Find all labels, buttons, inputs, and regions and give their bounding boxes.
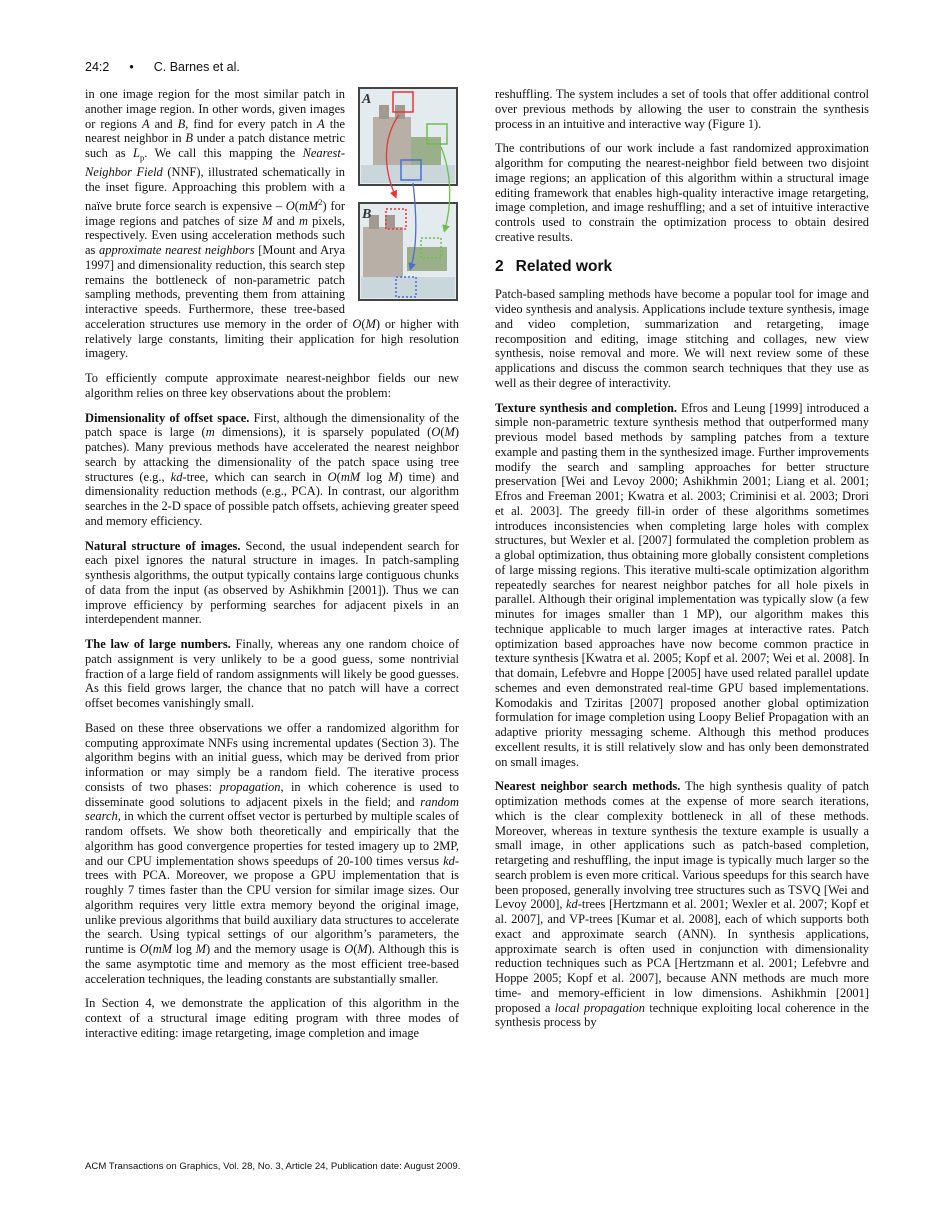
text-run: ) and the memory usage is [205,942,345,957]
text-run: L [133,146,140,160]
text-run: [Mount and Arya 1997] and dimensionality reduction, this search step remains the bottleneck of non-parametric patch sampling methods, preventing them from attaining interactive speeds. Furthermore, these tree-based acceleration structures use memory in the order of [85,243,353,331]
text-run: m [298,213,308,228]
section-title: Related work [515,257,613,275]
running-header [85,60,240,74]
text-run: 2 [318,196,323,207]
text-run: ) or higher with relatively large constants, limiting their application for high resolution imagery. [85,316,460,361]
text-run: p [139,152,145,163]
paragraph [85,637,459,711]
text-run: random search [85,794,459,824]
text-run: ) patches). Many previous methods have accelerated the nearest neighbor search by attacking the dimensionality of the patch space using tree structures (e.g., [85,425,459,484]
paragraph-run-in-heading: Dimensionality of offset space. [85,410,250,425]
text-run: ( [361,316,366,331]
text-run: Second, the usual independent search for each pixel ignores the natural structure in images. In patch-sampling synthesis algorithms, the output typically contains large contiguous chunks of data from the input (as observed by Ashikhmin [2001]). Thus we can improve efficiency by performing searches for adjacent pixels in an interdependent manner. [85,538,459,627]
text-run: propagation [219,779,281,794]
paragraph [85,371,459,401]
paragraph [495,779,869,1030]
text-run: In Section 4, we demonstrate the application of this algorithm in the context of a structural image editing program with three modes of interactive editing: image retargeting, image completion and image [85,996,459,1040]
text-run: M [357,942,368,957]
text-run: . We call this mapping the [144,146,303,160]
text-run: , find for every patch in [185,116,318,131]
paragraph-run-in-heading: Nearest neighbor search methods. [495,779,681,794]
text-run: kd [170,469,183,484]
text-run: B [177,116,186,131]
text-run: dimensions), it is sparsely populated ( [214,425,432,440]
svg-text:A: A [362,92,372,107]
text-run: Based on these three observations we offer a randomized algorithm for computing approximate NNFs using incremental updates (Section 3). The algorithm begins with an initial guess, which may be derived from prior information or may simply be a random field. The iterative process consists of two phases: [85,720,459,794]
text-run: The high synthesis quality of patch optimization methods comes at the expense of more search iterations, which is the clear complexity bottleneck in all of these methods. Moreover, whereas in texture synthesis the texture example is usually a small image, in other applications such as patch-based completion, retargeting and reshuffling, the input image is typically much larger so the search problem is even more critical. Various speedups for this search have been proposed, generally involving tree structures such as TSVQ [Wei and Levoy 2000], [495,779,869,912]
text-run: Patch-based sampling methods have become a popular tool for image and video synthesis and analysis. Applications include texture synthesis, image and video completion, summarization and retargeting, image recomposition and editing, image stitching and collages, new view synthesis, noise removal and more. We will next review some of these applications and discuss the common search techniques that they use as well as their degree of interactivity. [495,287,869,390]
text-run: m [205,425,215,440]
text-run: O [344,942,354,957]
text-run: -trees [Hertzmann et al. 2001; Wexler et al. 2007; Kopf et al. 2007], and VP-trees [Kumar et al. 2008], each of which supports both exact and approximate search (ANN). In synthesis applications, approximate search is often used in conjunction with dimensionality reduction techniques such as PCA [Hertzmann et al. 2001; Lefebvre and Hoppe 2005; Kopf et al. 2007], because ANN methods are much more time- and memory-efficient in low dimensions. Ashikhmin [2001] proposed a [495,897,869,1015]
text-run: log [172,942,196,957]
header-authors: C. Barnes et al. [153,60,240,74]
text-run: log [360,469,389,484]
text-run: First, although the dimensionality of the patch space is large ( [85,410,459,440]
text-run: ( [294,198,299,213]
svg-text:B: B [362,207,372,222]
text-run: approximate nearest neighbors [99,243,255,258]
text-run: kd [566,897,578,912]
text-run: pixels, respectively. Even using acceleration methods such as [85,213,345,258]
text-run: ). Although this is the same asymptotic time and memory as the most efficient tree-based acceleration techniques, the leading constants are substantially smaller. [85,942,459,986]
text-run: under a patch distance metric such as [85,131,345,160]
left-column [85,87,459,1051]
section-heading [495,257,869,275]
text-run: mM [340,469,361,484]
text-run: -trees with PCA. Moreover, we propose a GPU implementation that is roughly 7 times faster than the CPU version for similar image sizes. Our algorithm requires very little extra memory beyond the original image, unlike previous algorithms that build auxiliary data structures to accelerate the search. Using typical settings of our algorithm’s parameters, the runtime is [85,853,459,957]
text-run: To efficiently compute approximate nearest-neighbor fields our new algorithm relies on three key observations about the problem: [85,371,459,400]
text-run: ( [336,469,341,484]
section-number: 2 [495,257,504,275]
text-run: mM [152,942,173,957]
text-run: A [317,116,325,131]
page-footer: ACM Transactions on Graphics, Vol. 28, No. 3, Article 24, Publication date: August 2009. [85,1161,461,1172]
image-b-panel [359,203,457,300]
text-run: Nearest-Neighbor Field [85,146,345,180]
paragraph [495,87,869,131]
text-run: in one image region for the most similar patch in another image region. In other words, given images or regions [85,87,345,131]
text-run: ( [353,942,358,957]
text-run: and [272,213,299,228]
paragraph [85,411,459,529]
text-run: B [185,131,193,146]
header-bullet: • [129,60,134,74]
text-run: ( [440,425,445,440]
paragraph [495,141,869,244]
text-run: local propagation [554,1000,645,1015]
text-run: ( [148,942,153,957]
text-run: kd [443,853,455,868]
text-run: A [142,116,150,131]
paragraph-run-in-heading: Texture synthesis and completion. [495,400,678,415]
right-column [495,87,869,1040]
right-paragraphs-bottom [495,287,869,1030]
text-run: technique exploiting local coherence in the synthesis process by [495,1000,869,1030]
text-run: the nearest neighbor in [85,116,345,146]
text-run: Efros and Leung [1999] introduced a simple non-parametric texture synthesis method that outperformed many previous model based methods by sampling patches from a texture example and pasting them in the synthesized image. Further improvements modify the search and sampling approaches for better structure preservation [Wei and Levoy 2000; Ashikhmin 2001; Liang et al. 2001; Efros and Freeman 2001; Kwatra et al. 2003; Criminisi et al. 2003; Drori et al. 2003]. The greedy fill-in order of these algorithms sometimes introduces inconsistencies when completing large holes with complex structures, but Wexler et al. [2007] formulated the completion problem as a global optimization, thus obtaining more globally consistent completions of large missing regions. This iterative multi-scale optimization algorithm repeatedly searches for nearest neighbor patches for all hole pixels in parallel. Although their original implementation was typically slow (a few minutes for images smaller than 1 MP), our algorithm makes this technique applicable to much larger images at interactive rates. Patch optimization based approaches have now become common practice in texture synthesis [Kwatra et al. 2005; Kopf et al. 2007; Wei et al. 2008]. In that domain, Lefebvre and Hoppe [2005] have used related parallel update schemes and even demonstrated real-time GPU based implementations. Komodakis and Tziritas [2007] proposed another global optimization formulation for image completion using Loopy Belief Propagation with an adaptive priority messaging scheme. Although this method produces excellent results, it is still relatively slow and has only been demonstrated on small images. [495,400,869,769]
text-run: O [139,942,149,957]
text-run: , in which coherence is used to disseminate good solutions to adjacent pixels in the field; and [85,779,459,809]
nnf-inset-figure [353,87,461,301]
text-run: M [444,425,455,440]
text-run: M [262,213,273,228]
text-run: M [388,469,399,484]
text-run: O [352,316,362,331]
text-run: (NNF), illustrated schematically in the inset figure. Approaching this problem with a naïve brute force search is expensive – [85,165,346,213]
text-run: -tree, which can search in [182,469,328,484]
paragraph [495,287,869,390]
text-run: ) for image regions and patches of size [85,198,345,228]
image-a-panel [359,88,457,185]
right-paragraphs-top [495,87,869,245]
paragraph [85,721,459,987]
paragraph [85,996,459,1040]
text-run: M [365,316,376,331]
paragraph-run-in-heading: Natural structure of images. [85,538,241,553]
paragraph [85,539,459,628]
text-run: O [327,469,337,484]
text-run: Finally, whereas any one random choice of patch assignment is very unlikely to be a good guess, some nontrivial fraction of a large field of random assignments will likely be good guesses. As this field grows larger, the chance that no patch will have a correct offset becomes vanishingly small. [85,637,459,711]
text-run: O [285,198,295,213]
text-run: , in which the current offset vector is perturbed by multiple scales of random offsets. We show both theoretically and empirically that the algorithm has good convergence properties for tested imagery up to 2MP, and our CPU implementation shows speedups of 20-100 times versus [85,809,459,868]
paragraph [495,401,869,770]
text-run: and [149,116,178,131]
text-run: The contributions of our work include a fast randomized approximation algorithm for computing the nearest-neighbor field between two disjoint image regions; an application of this algorithm within a structural image editing framework that enables high-quality interactive image retargeting, image completion, and image reshuffling; and a set of intuitive interactive controls used to constrain the optimization process to obtain desired creative results. [495,141,869,244]
text-run: M [195,942,206,957]
text-run: ) time) and dimensionality reduction methods (e.g., PCA). In contrast, our algorithm searches in the 2-D space of possible patch offsets, achieving greater speed and memory efficiency. [85,469,459,528]
paragraph-run-in-heading: The law of large numbers. [85,637,231,652]
text-run: O [431,425,441,440]
text-run: reshuffling. The system includes a set of tools that offer additional control over previous methods by allowing the user to constrain the synthesis process in an intuitive and interactive way (Figure 1). [495,87,869,131]
text-run: mM [298,198,319,213]
page-number: 24:2 [85,60,110,74]
